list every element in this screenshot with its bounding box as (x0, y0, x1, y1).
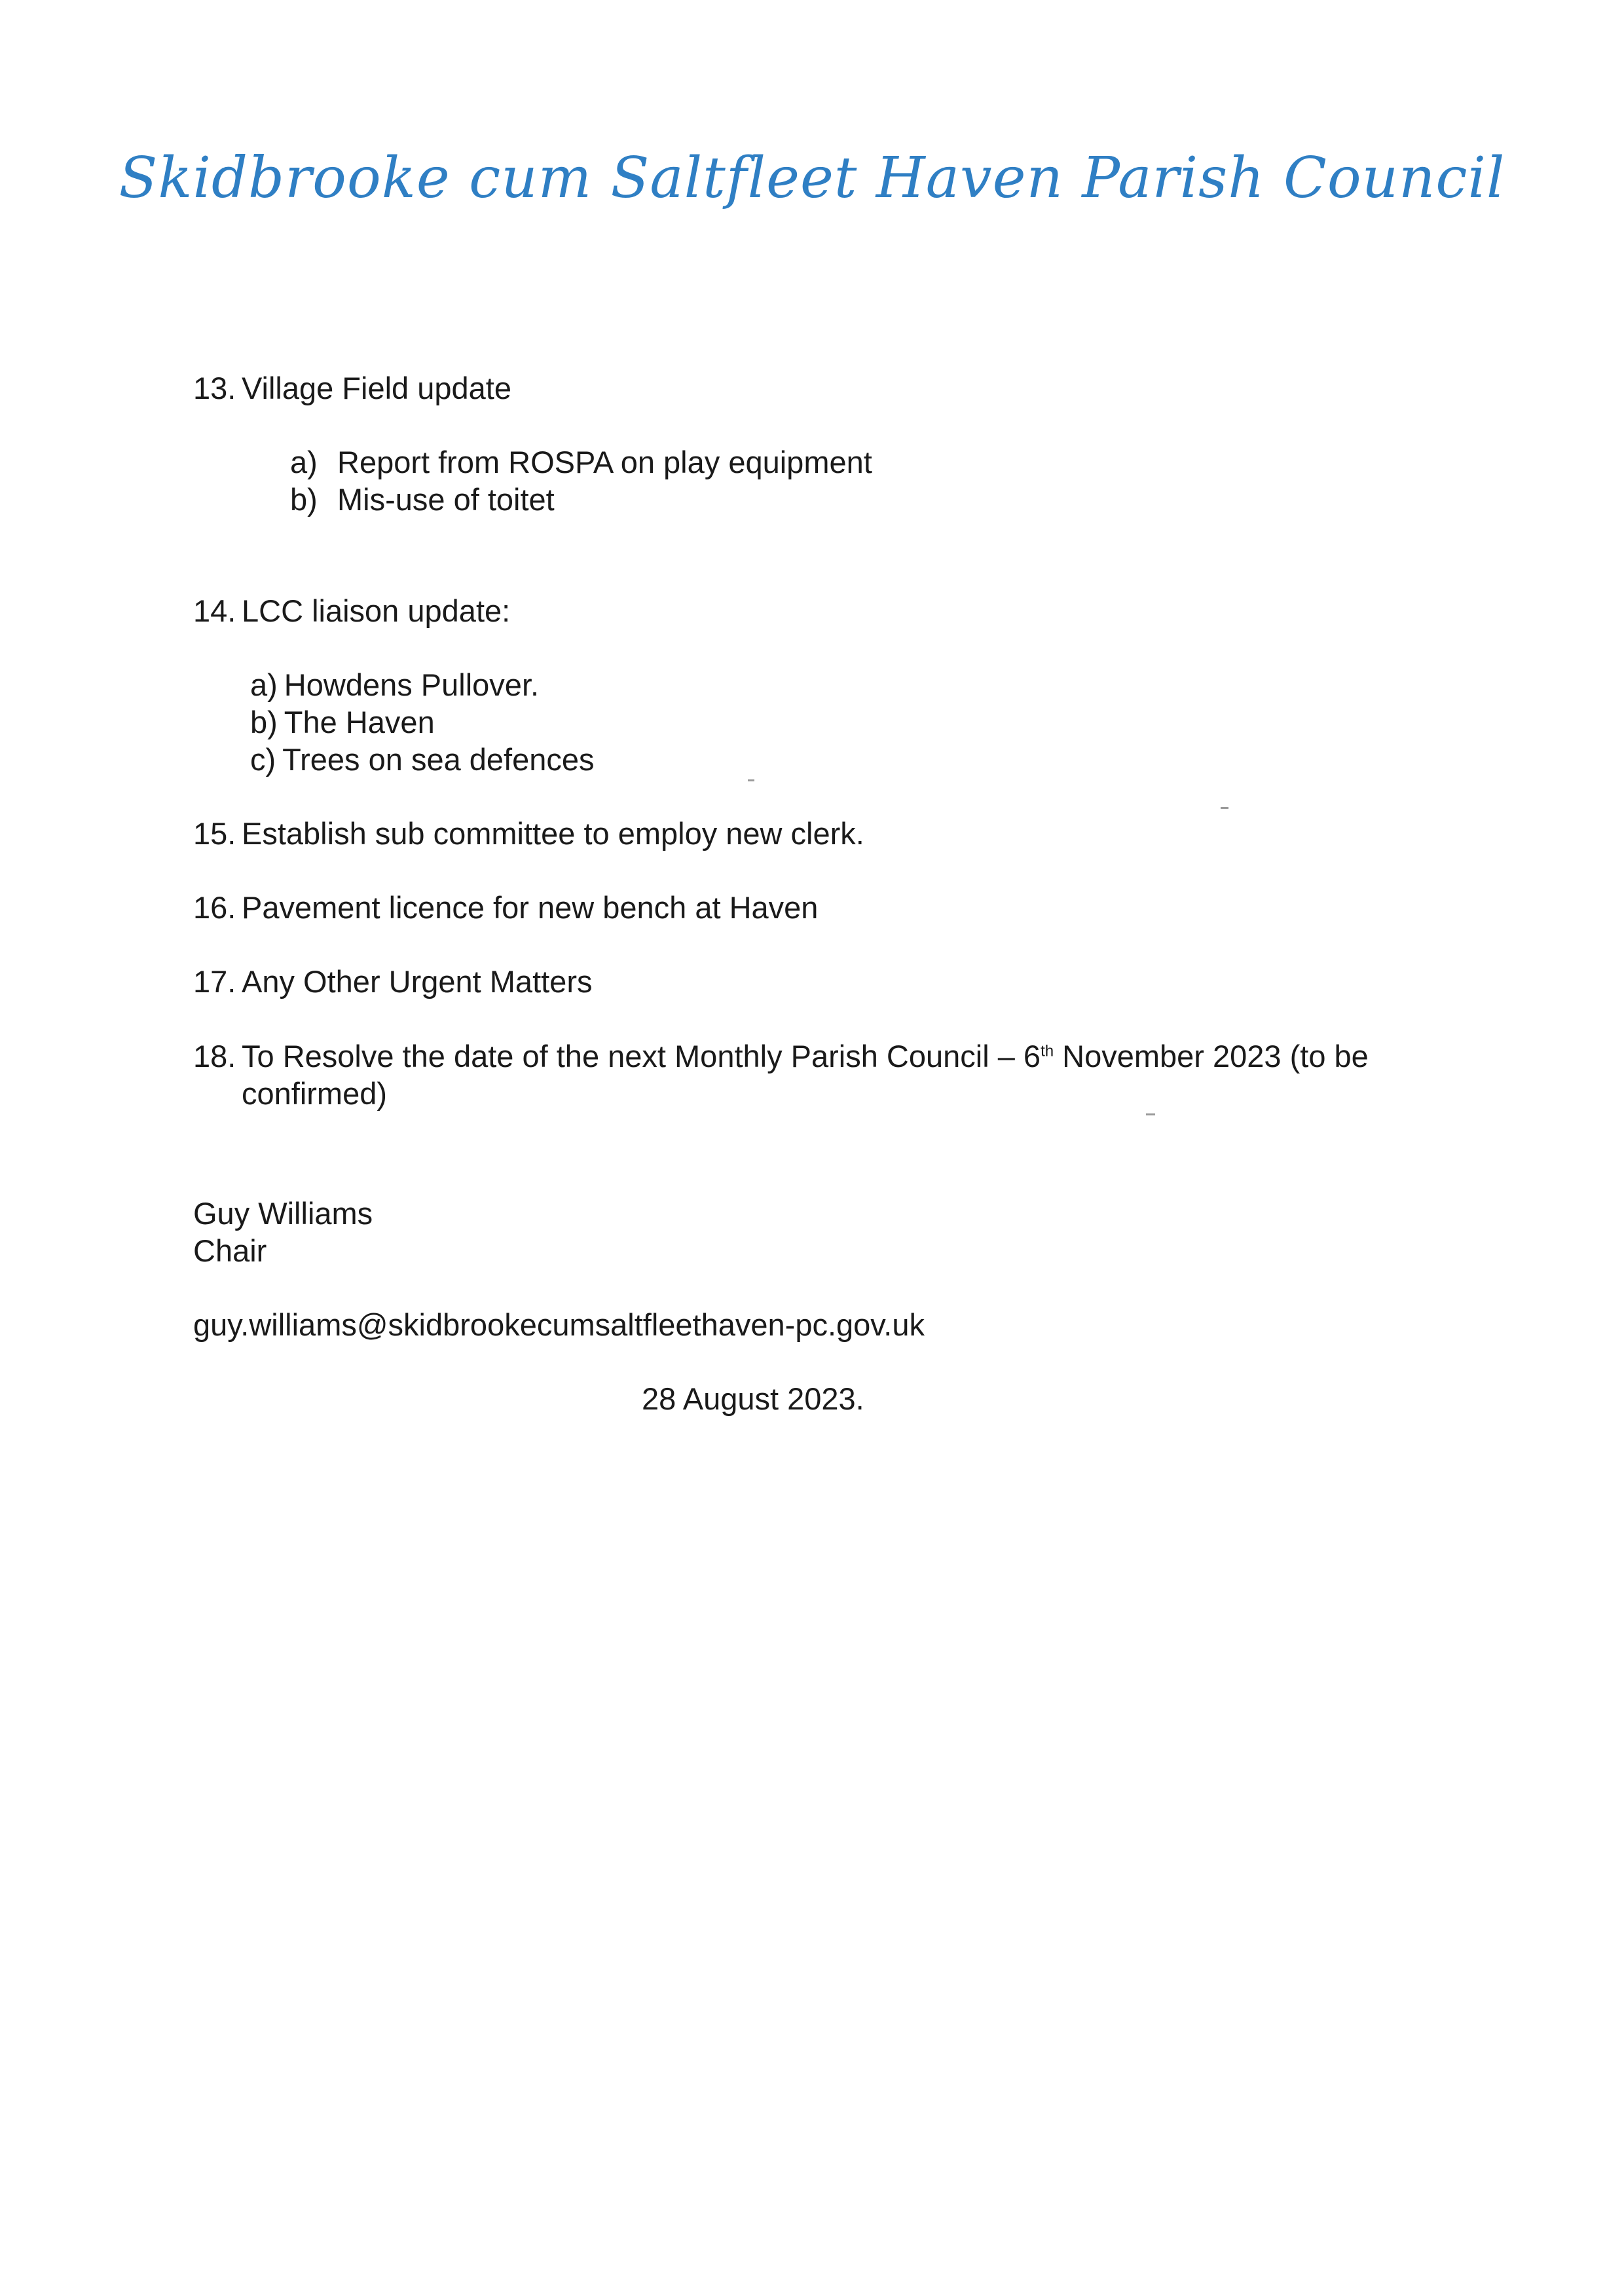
scan-mark (748, 779, 754, 781)
subitem-text: Report from ROSPA on play equipment (337, 445, 872, 479)
agenda-item-17 (193, 963, 592, 1000)
item-text: Village Field update (242, 371, 511, 405)
subitem-text: Mis-use of toitet (337, 482, 555, 517)
item-text: LCC liaison update: (242, 593, 511, 628)
item-text-before: To Resolve the date of the next Monthly Parish Council – 6 (242, 1039, 1041, 1073)
subitem-text: The Haven (284, 705, 435, 739)
agenda-subitem-13a (290, 444, 872, 481)
item-text: Establish sub committee to employ new clerk. (242, 816, 864, 851)
subitem-label: a) (250, 667, 278, 702)
subitem-text: Trees on sea defences (282, 742, 595, 777)
item-number: 13. (193, 371, 236, 405)
agenda-item-18-continuation: confirmed) (242, 1076, 388, 1111)
council-title: Skidbrooke cum Saltfleet Haven Parish Council (119, 145, 1505, 211)
agenda-subitem-13b (290, 481, 555, 518)
subitem-label: c) (250, 742, 276, 777)
date-superscript: th (1041, 1042, 1054, 1060)
item-number: 15. (193, 816, 236, 851)
agenda-subitem-14a (250, 667, 539, 703)
document-date: 28 August 2023. (642, 1381, 864, 1416)
scan-mark (1146, 1113, 1155, 1115)
scan-mark (1221, 807, 1228, 809)
subitem-text: Howdens Pullover. (284, 667, 540, 702)
item-text: Pavement licence for new bench at Haven (242, 890, 819, 925)
agenda-item-18 (193, 1038, 1369, 1075)
agenda-item-16 (193, 889, 818, 926)
agenda-item-13 (193, 370, 511, 407)
item-text: Any Other Urgent Matters (242, 964, 593, 999)
signatory-role: Chair (193, 1233, 267, 1268)
agenda-subitem-14b (250, 704, 435, 741)
agenda-item-14 (193, 593, 510, 629)
subitem-label: a) (290, 445, 318, 479)
signatory-name: Guy Williams (193, 1196, 373, 1231)
item-number: 14. (193, 593, 236, 628)
agenda-item-15 (193, 815, 864, 852)
subitem-label: b) (290, 482, 318, 517)
agenda-subitem-14c (250, 741, 595, 778)
item-number: 16. (193, 890, 236, 925)
item-number: 18. (193, 1039, 236, 1073)
subitem-label: b) (250, 705, 278, 739)
item-number: 17. (193, 964, 236, 999)
item-text-after: November 2023 (to be (1054, 1039, 1369, 1073)
signatory-email: guy.williams@skidbrookecumsaltfleethaven-pc.gov.uk (193, 1307, 925, 1342)
